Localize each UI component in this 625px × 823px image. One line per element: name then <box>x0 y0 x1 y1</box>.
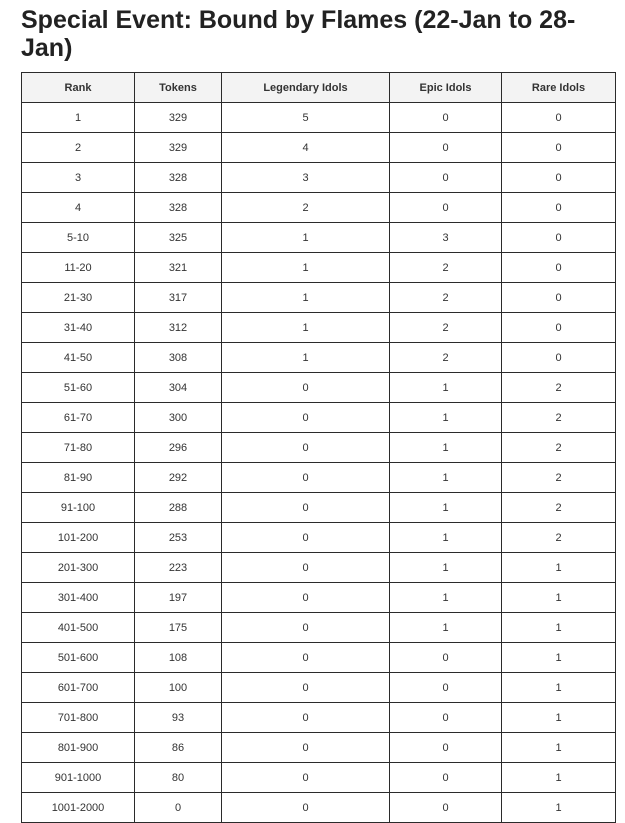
tokens-cell: 329 <box>135 133 222 163</box>
epic-idols-cell: 0 <box>390 103 502 133</box>
legendary-idols-cell: 0 <box>222 793 390 823</box>
tokens-cell: 328 <box>135 163 222 193</box>
legendary-idols-cell: 0 <box>222 733 390 763</box>
rank-cell: 11-20 <box>22 253 135 283</box>
table-row <box>22 223 616 253</box>
table-row <box>22 643 616 673</box>
epic-idols-cell: 0 <box>390 793 502 823</box>
rare-idols-cell: 2 <box>502 523 616 553</box>
epic-idols-cell: 1 <box>390 493 502 523</box>
rare-idols-cell: 0 <box>502 343 616 373</box>
rank-cell: 201-300 <box>22 553 135 583</box>
epic-idols-cell: 0 <box>390 193 502 223</box>
column-header-epic-idols: Epic Idols <box>390 73 502 103</box>
tokens-cell: 329 <box>135 103 222 133</box>
rare-idols-cell: 2 <box>502 403 616 433</box>
legendary-idols-cell: 2 <box>222 193 390 223</box>
rank-cell: 51-60 <box>22 373 135 403</box>
rare-idols-cell: 0 <box>502 163 616 193</box>
legendary-idols-cell: 5 <box>222 103 390 133</box>
table-row <box>22 493 616 523</box>
tokens-cell: 0 <box>135 793 222 823</box>
rare-idols-cell: 0 <box>502 193 616 223</box>
epic-idols-cell: 1 <box>390 463 502 493</box>
table-row <box>22 703 616 733</box>
table-row <box>22 103 616 133</box>
legendary-idols-cell: 0 <box>222 433 390 463</box>
legendary-idols-cell: 0 <box>222 553 390 583</box>
page-title: Special Event: Bound by Flames (22-Jan to 28-Jan) <box>21 6 576 62</box>
rank-cell: 5-10 <box>22 223 135 253</box>
legendary-idols-cell: 3 <box>222 163 390 193</box>
rare-idols-cell: 0 <box>502 313 616 343</box>
rank-cell: 3 <box>22 163 135 193</box>
rare-idols-cell: 0 <box>502 223 616 253</box>
rank-cell: 801-900 <box>22 733 135 763</box>
rare-idols-cell: 1 <box>502 583 616 613</box>
rare-idols-cell: 1 <box>502 793 616 823</box>
table-row <box>22 463 616 493</box>
table-row <box>22 733 616 763</box>
rare-idols-cell: 2 <box>502 463 616 493</box>
rank-cell: 91-100 <box>22 493 135 523</box>
rank-cell: 601-700 <box>22 673 135 703</box>
rare-idols-cell: 1 <box>502 673 616 703</box>
rare-idols-cell: 1 <box>502 553 616 583</box>
table-row <box>22 373 616 403</box>
column-header-legendary-idols: Legendary Idols <box>222 73 390 103</box>
table-row <box>22 313 616 343</box>
rare-idols-cell: 2 <box>502 373 616 403</box>
tokens-cell: 325 <box>135 223 222 253</box>
epic-idols-cell: 2 <box>390 283 502 313</box>
table-row <box>22 553 616 583</box>
epic-idols-cell: 1 <box>390 373 502 403</box>
legendary-idols-cell: 1 <box>222 283 390 313</box>
column-header-tokens: Tokens <box>135 73 222 103</box>
epic-idols-cell: 1 <box>390 583 502 613</box>
rank-cell: 81-90 <box>22 463 135 493</box>
table-row <box>22 403 616 433</box>
tokens-cell: 80 <box>135 763 222 793</box>
legendary-idols-cell: 0 <box>222 373 390 403</box>
epic-idols-cell: 2 <box>390 253 502 283</box>
rare-idols-cell: 1 <box>502 613 616 643</box>
tokens-cell: 108 <box>135 643 222 673</box>
rare-idols-cell: 1 <box>502 763 616 793</box>
table-row <box>22 583 616 613</box>
rare-idols-cell: 2 <box>502 433 616 463</box>
epic-idols-cell: 1 <box>390 553 502 583</box>
rank-cell: 71-80 <box>22 433 135 463</box>
epic-idols-cell: 3 <box>390 223 502 253</box>
tokens-cell: 304 <box>135 373 222 403</box>
tokens-cell: 308 <box>135 343 222 373</box>
epic-idols-cell: 2 <box>390 313 502 343</box>
rank-cell: 401-500 <box>22 613 135 643</box>
epic-idols-cell: 1 <box>390 523 502 553</box>
rank-cell: 1001-2000 <box>22 793 135 823</box>
legendary-idols-cell: 0 <box>222 403 390 433</box>
epic-idols-cell: 0 <box>390 733 502 763</box>
table-row <box>22 133 616 163</box>
tokens-cell: 300 <box>135 403 222 433</box>
tokens-cell: 175 <box>135 613 222 643</box>
tokens-cell: 288 <box>135 493 222 523</box>
tokens-cell: 328 <box>135 193 222 223</box>
legendary-idols-cell: 0 <box>222 463 390 493</box>
epic-idols-cell: 0 <box>390 703 502 733</box>
rank-cell: 4 <box>22 193 135 223</box>
legendary-idols-cell: 0 <box>222 703 390 733</box>
rank-cell: 301-400 <box>22 583 135 613</box>
rank-cell: 1 <box>22 103 135 133</box>
rare-idols-cell: 1 <box>502 733 616 763</box>
legendary-idols-cell: 0 <box>222 583 390 613</box>
tokens-cell: 93 <box>135 703 222 733</box>
epic-idols-cell: 1 <box>390 433 502 463</box>
epic-idols-cell: 1 <box>390 403 502 433</box>
rank-cell: 41-50 <box>22 343 135 373</box>
tokens-cell: 253 <box>135 523 222 553</box>
table-row <box>22 523 616 553</box>
table-row <box>22 793 616 823</box>
column-header-rare-idols: Rare Idols <box>502 73 616 103</box>
legendary-idols-cell: 1 <box>222 253 390 283</box>
rare-idols-cell: 0 <box>502 103 616 133</box>
epic-idols-cell: 0 <box>390 673 502 703</box>
tokens-cell: 197 <box>135 583 222 613</box>
legendary-idols-cell: 1 <box>222 313 390 343</box>
epic-idols-cell: 0 <box>390 133 502 163</box>
legendary-idols-cell: 0 <box>222 523 390 553</box>
tokens-cell: 321 <box>135 253 222 283</box>
tokens-cell: 223 <box>135 553 222 583</box>
rank-cell: 701-800 <box>22 703 135 733</box>
epic-idols-cell: 2 <box>390 343 502 373</box>
table-row <box>22 763 616 793</box>
tokens-cell: 317 <box>135 283 222 313</box>
rank-cell: 21-30 <box>22 283 135 313</box>
tokens-cell: 86 <box>135 733 222 763</box>
rank-cell: 31-40 <box>22 313 135 343</box>
legendary-idols-cell: 0 <box>222 763 390 793</box>
legendary-idols-cell: 1 <box>222 343 390 373</box>
legendary-idols-cell: 0 <box>222 643 390 673</box>
legendary-idols-cell: 0 <box>222 613 390 643</box>
rank-cell: 2 <box>22 133 135 163</box>
rare-idols-cell: 0 <box>502 253 616 283</box>
legendary-idols-cell: 0 <box>222 493 390 523</box>
rare-idols-cell: 2 <box>502 493 616 523</box>
tokens-cell: 100 <box>135 673 222 703</box>
table-header-row <box>22 73 616 103</box>
table-row <box>22 433 616 463</box>
table-row <box>22 613 616 643</box>
table-row <box>22 193 616 223</box>
table-row <box>22 673 616 703</box>
rare-idols-cell: 1 <box>502 643 616 673</box>
legendary-idols-cell: 0 <box>222 673 390 703</box>
table-row <box>22 283 616 313</box>
tokens-cell: 292 <box>135 463 222 493</box>
table-row <box>22 343 616 373</box>
rewards-table <box>21 72 616 823</box>
rank-cell: 501-600 <box>22 643 135 673</box>
epic-idols-cell: 1 <box>390 613 502 643</box>
rank-cell: 901-1000 <box>22 763 135 793</box>
table-body <box>22 103 616 823</box>
rank-cell: 101-200 <box>22 523 135 553</box>
table-row <box>22 163 616 193</box>
legendary-idols-cell: 4 <box>222 133 390 163</box>
epic-idols-cell: 0 <box>390 643 502 673</box>
rare-idols-cell: 0 <box>502 133 616 163</box>
epic-idols-cell: 0 <box>390 763 502 793</box>
table-row <box>22 253 616 283</box>
rank-cell: 61-70 <box>22 403 135 433</box>
rare-idols-cell: 1 <box>502 703 616 733</box>
legendary-idols-cell: 1 <box>222 223 390 253</box>
rare-idols-cell: 0 <box>502 283 616 313</box>
tokens-cell: 312 <box>135 313 222 343</box>
column-header-rank: Rank <box>22 73 135 103</box>
epic-idols-cell: 0 <box>390 163 502 193</box>
tokens-cell: 296 <box>135 433 222 463</box>
